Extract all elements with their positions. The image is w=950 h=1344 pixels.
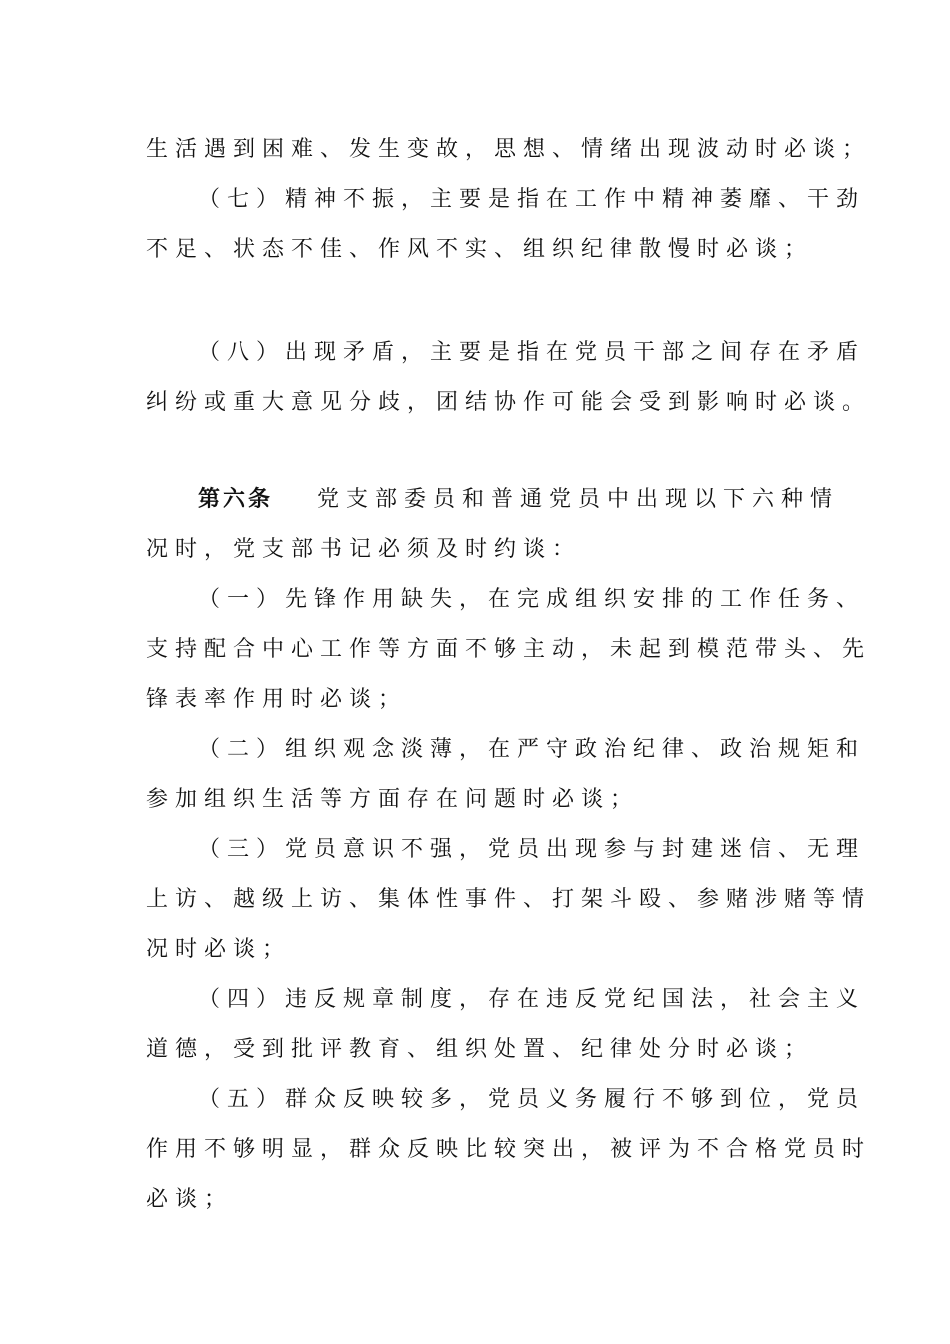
text-line: 况时，党支部书记必须及时约谈： (146, 537, 582, 562)
text-line: 参加组织生活等方面存在问题时必谈； (146, 787, 640, 812)
text-line: 纠纷或重大意见分歧，团结协作可能会受到影响时必谈。 (146, 390, 872, 415)
text-line: 支持配合中心工作等方面不够主动，未起到模范带头、先 (146, 637, 872, 662)
text-line: （五）群众反映较多，党员义务履行不够到位，党员 (198, 1087, 866, 1112)
article-first-line (198, 480, 840, 520)
text-line: 必谈； (146, 1187, 234, 1212)
text-line: （八）出现矛盾，主要是指在党员干部之间存在矛盾 (198, 340, 866, 365)
text-line: （三）党员意识不强，党员出现参与封建迷信、无理 (198, 837, 866, 862)
text-line: 况时必谈； (146, 937, 292, 962)
text-line: （四）违反规章制度，存在违反党纪国法，社会主义 (198, 987, 866, 1012)
text-line: （一）先锋作用缺失，在完成组织安排的工作任务、 (198, 587, 866, 612)
text-line: （七）精神不振，主要是指在工作中精神萎靡、干劲 (198, 187, 866, 212)
text-line: 不足、状态不佳、作风不实、组织纪律散慢时必谈； (146, 237, 814, 262)
text-line: 党支部委员和普通党员中出现以下六种情 (317, 487, 840, 512)
text-line: 作用不够明显，群众反映比较突出，被评为不合格党员时 (146, 1137, 872, 1162)
article-heading: 第六条 (198, 487, 274, 512)
text-line: 道德，受到批评教育、组织处置、纪律处分时必谈； (146, 1037, 814, 1062)
text-line: 上访、越级上访、集体性事件、打架斗殴、参赌涉赌等情 (146, 887, 872, 912)
text-line: 生活遇到困难、发生变故，思想、情绪出现波动时必谈； (146, 137, 872, 162)
text-line: 锋表率作用时必谈； (146, 687, 408, 712)
text-line: （二）组织观念淡薄，在严守政治纪律、政治规矩和 (198, 737, 866, 762)
